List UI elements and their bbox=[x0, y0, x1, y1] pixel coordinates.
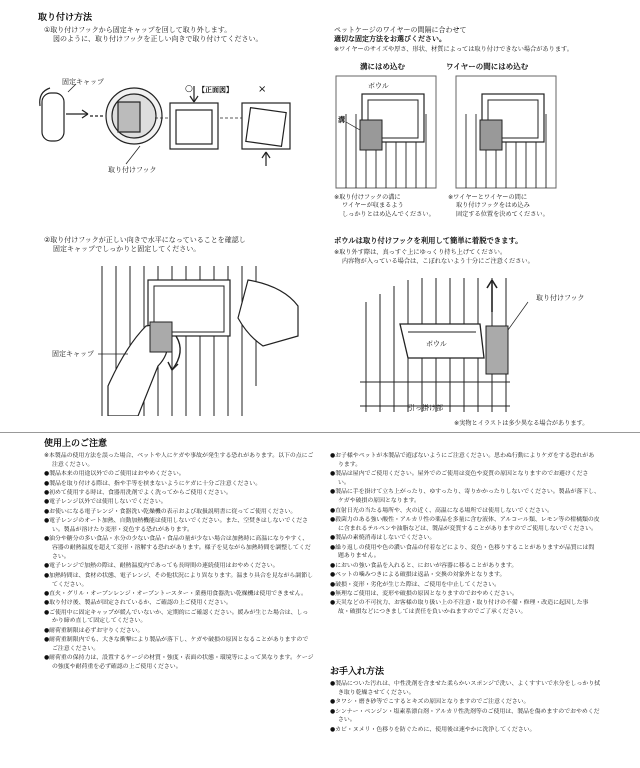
illus-note: ※実物とイラストは多少異なる場合があります。 bbox=[454, 420, 589, 427]
list-item: ●製品は屋内でご使用ください。屋外でのご使用は変色や変質の原因となりますのでお避けください。 bbox=[330, 471, 589, 487]
hang-label: 引っ掛け部 bbox=[408, 404, 443, 412]
list-item: ●電子レンジのオート加熱、自動加熱機能は使用しないでください。また、空焚きはしないでください。製品が溶けたり変形・変色する恐れがあります。 bbox=[44, 518, 309, 533]
list-item: ●製品に手を掛けて立ち上がったり、ゆすったり、寄りかかったりしないでください。製品が落下し、ケガや破損の原因となります。 bbox=[330, 489, 600, 505]
section-divider bbox=[0, 432, 640, 433]
list-item: ●電子レンジ以外では使用しないでください。 bbox=[44, 499, 167, 506]
list-item: ●製品を取り付ける際は、指や手等を挟まないようにケガに十分ご注意ください。 bbox=[44, 480, 262, 487]
wire-note: ※ワイヤーのサイズや厚さ、形状、材質によっては取り付けできない場合があります。 bbox=[334, 46, 573, 53]
list-item: ●直射日光の当たる場所や、火の近く、高温になる場所では使用しないでください。 bbox=[330, 507, 553, 514]
caution-title: 使用上のご注意 bbox=[44, 439, 108, 449]
list-item: ●シンナー・ベンジン・塩素系漂白剤・アルカリ性洗剤等のご使用は、製品を傷めますのでおやめください。 bbox=[330, 708, 600, 724]
detach-diagram bbox=[360, 272, 564, 412]
list-item: ●製品についた汚れは、中性洗剤を含ませた柔らかいスポンジで洗い、よくすすいで水分をしっかり拭き取り乾燥させてください。 bbox=[330, 681, 601, 696]
ok-mark: ○ bbox=[185, 84, 193, 94]
ng-mark: × bbox=[258, 84, 267, 95]
wire-intro: ペットケージのワイヤーの間隔に合わせて 適切な固定方法をお選びください。 bbox=[334, 26, 467, 44]
list-item: ●においの強い食品を入れると、においが容器に移ることがあります。 bbox=[330, 562, 518, 569]
caution-right-list bbox=[330, 452, 600, 617]
install-step2: ②取り付けフックが正しい向きで水平になっていることを確認し 固定キャップでしっかりと固定してください。 bbox=[44, 236, 246, 254]
list-item: ●製品本来の用途以外でのご使用はおやめください。 bbox=[44, 471, 185, 478]
list-item: ●殺菌力のある強い酸性・アルカリ性の薬品を多量に含む液体、アルコール類、レモン等の柑橘類の皮に含まれるテルペンや油脂などは、製品が変質することがありますのでご使用しないでください。 bbox=[330, 517, 600, 532]
list-item: ●天災などの不可抗力、お客様の取り扱い上の不注意・取り付けの不備・修理・改造に起因した事故・破損などにつきましては責任を負いかねますのでご了承ください。 bbox=[330, 600, 589, 616]
list-item: ●直火・グリル・オーブンレンジ・オーブントースター・業務用食器洗い乾燥機は使用できません。 bbox=[44, 590, 307, 597]
install-diagram-2 bbox=[98, 266, 308, 416]
box2-title: ワイヤーの間にはめ込む bbox=[446, 62, 529, 71]
list-item: ●耐荷重制限内でも、大きな衝撃により製品が落下し、ケガや破損の原因となることがありますのでご注意ください。 bbox=[44, 637, 309, 653]
list-item: ●お子様やペットが本製品で遊ばないようにご注意ください。思わぬ行動によりケガをする恐れがあります。 bbox=[330, 453, 595, 468]
list-item: ●油分や糖分の多い食品・水分の少ない食品・食品の量が少ない場合は加熱時に高温になりやすく、容器の耐熱温度を超えて変形・溶解する恐れがあります。様子を見ながら加熱時間を調整してください。 bbox=[44, 536, 311, 560]
list-item: ●無理なご使用は、変形や破損の原因となりますのでおやめください。 bbox=[330, 590, 518, 597]
care-list bbox=[330, 680, 600, 735]
list-item: ●初めて使用する時は、食器用洗剤でよく洗ってからご使用ください。 bbox=[44, 489, 232, 496]
list-item: ●ご使用中に固定キャップが緩んでいないか、定期的にご確認ください。緩みが生じた場合は、しっかり締め直して固定してください。 bbox=[44, 609, 309, 625]
hook-label-2: 取り付けフック bbox=[536, 294, 585, 302]
list-item: ※本製品の使用方法を誤った場合、ペットや人にケガや事故が発生する恐れがあります。以下の点にご注意ください。 bbox=[44, 453, 314, 468]
list-item: ●破損・変形・劣化が生じた際は、ご使用を中止してください。 bbox=[330, 581, 501, 588]
hook-label: 取り付けフック bbox=[108, 166, 157, 174]
list-item: ●繰り返しの使用や色の濃い食品の付着などにより、変色・色移りすることがありますが品質には問題ありません。 bbox=[330, 544, 595, 560]
box1-title: 溝にはめ込む bbox=[360, 62, 405, 71]
caution-left-list bbox=[44, 452, 314, 673]
install-title: 取り付け方法 bbox=[38, 13, 93, 23]
install-step1: ①取り付けフックから固定キャップを回して取り外します。 図のように、取り付けフックを正しい向きで取り付けてください。 bbox=[44, 26, 263, 44]
care-title: お手入れ方法 bbox=[330, 667, 385, 677]
bowl-label-2: ボウル bbox=[426, 340, 447, 348]
front-view-label: 【正面図】 bbox=[198, 86, 233, 94]
list-item: ●タワシ・磨き砂等でこするとキズの原因となりますのでご注意ください。 bbox=[330, 699, 530, 706]
list-item: ●カビ・ヌメリ・色移りを防ぐために、使用後は速やかに洗浄してください。 bbox=[330, 726, 536, 733]
box1-desc: ※取り付けフックの溝に ワイヤーが収まるよう しっかりとはめ込んでください。 bbox=[334, 194, 435, 218]
list-item: ●耐荷重の保持力は、設置するケージの材質・強度・表面の状態・環境等によって異なります。ケージの強度や耐荷重を必ず確認の上ご使用ください。 bbox=[44, 655, 314, 671]
list-item: ●電子レンジで加熱の際は、耐熱温度内であっても長時間の連続使用はおやめください。 bbox=[44, 563, 279, 570]
detach-title: ボウルは取り付けフックを利用して簡単に着脱できます。 bbox=[334, 236, 523, 245]
list-item: ●お使いになる電子レンジ・食器洗い乾燥機の表示および取扱説明書に従ってご使用ください。 bbox=[44, 508, 297, 515]
bowl-label: ボウル bbox=[368, 82, 389, 90]
list-item: ●ペットの噛みつきによる破損は返品・交換の対象外となります。 bbox=[330, 572, 506, 579]
box2-desc: ※ワイヤーとワイヤーの間に 取り付けフックをはめ込み 固定する位置を決めてください。 bbox=[448, 194, 549, 218]
fixed-cap-label: 固定キャップ bbox=[62, 78, 104, 86]
wire-diagrams bbox=[332, 74, 560, 192]
detach-note: ※取り外す際は、真っすぐ上にゆっくり持ち上げてください。 内容物が入っている場合は、こぼれないよう十分にご注意ください。 bbox=[334, 249, 534, 265]
list-item: ●耐荷重制限は必ずお守りください。 bbox=[44, 627, 144, 634]
list-item: ●製品の素焼消毒はしないでください。 bbox=[330, 535, 436, 542]
list-item: ●取り付け後、製品が固定されているか、ご確認の上ご使用ください。 bbox=[44, 600, 232, 607]
groove-label: 溝 bbox=[338, 116, 345, 124]
list-item: ●加熱時間は、食材の状態、電子レンジ、その他状況により異なります。温まり具合を見ながら調節してください。 bbox=[44, 572, 313, 588]
fixed-cap-label-2: 固定キャップ bbox=[52, 350, 94, 358]
